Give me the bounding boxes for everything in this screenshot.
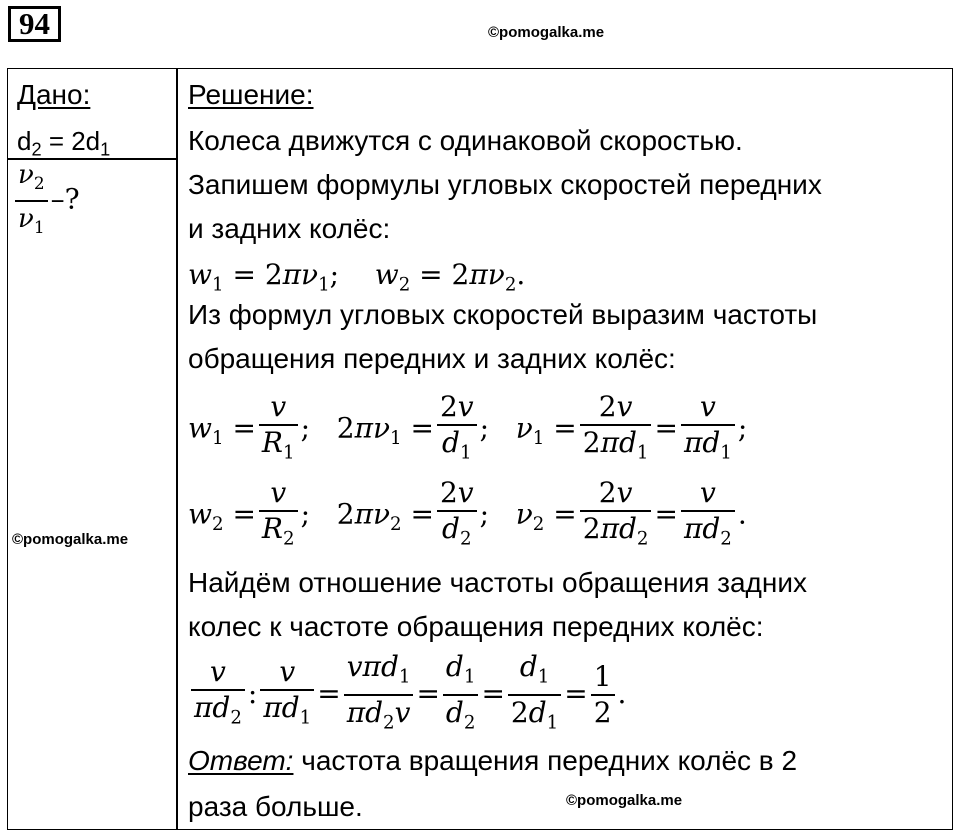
solution-line-4: Из формул угловых скоростей выразим частоты [188,299,818,330]
answer-label: Ответ: [188,745,294,776]
solution-line-5: обращения передних и задних колёс: [188,343,676,374]
formula-ratio: $\frac{v}{\pi d_2}$ : $\frac{v}{\pi d_1}$ = vπd$_1$ $\pi d_2v$ = $\frac{d_1}{d_2}$ = $\frac{d_1}{2d_1}$ = $\frac{1}{2}$ . [188,652,626,739]
solution-line-3: и задних колёс: [188,213,391,244]
solution-line-6: Найдём отношение частоты обращения задних [188,567,807,598]
given-heading: Дано: [17,79,91,110]
find-expression: $\frac{\nu_2}{\nu_1}$ –? [12,160,80,242]
given-condition: $d_2 = 2d_1$ [17,126,111,160]
find-mark: –? [50,182,80,216]
watermark-left: ©pomogalka.me [12,531,129,548]
answer-line-2: раза больше. [188,791,363,822]
formula-angular-velocities: $w_1 = 2\pi\nu_1$; $w_2 = 2\pi\nu_2$. [188,258,526,296]
formula-rear-wheel: $w_2$ = $\frac{v}{R_2}$ ; $2\pi\nu_2$ = $\frac{2v}{d_2}$ ; $\nu_2$ = $\frac{2v}{2\pi d_2}$ = $\frac{v}{\pi d_2}$ . [188,476,747,550]
solution-line-1: Колеса движутся с одинаковой скоростью. [188,125,743,156]
answer-line [188,744,797,778]
solution-line-7: колес к частоте обращения передних колёс: [188,611,764,642]
solution-line-2: Запишем формулы угловых скоростей передних [188,169,822,200]
problem-number: 94 [8,6,61,42]
watermark-top: ©pomogalka.me [488,24,605,41]
table-divider-vertical [176,68,178,830]
formula-front-wheel: $w_1$ = $\frac{v}{R_1}$ ; $2\pi\nu_1$ = $\frac{2v}{d_1}$ ; $\nu_1$ = $\frac{2v}{2\pi d_1}$ = $\frac{v}{\pi d_1}$ ; [188,390,748,464]
watermark-bottom: ©pomogalka.me [566,792,683,809]
solution-heading: Решение: [188,79,314,110]
answer-text: частота вращения передних колёс в 2 [293,745,798,776]
